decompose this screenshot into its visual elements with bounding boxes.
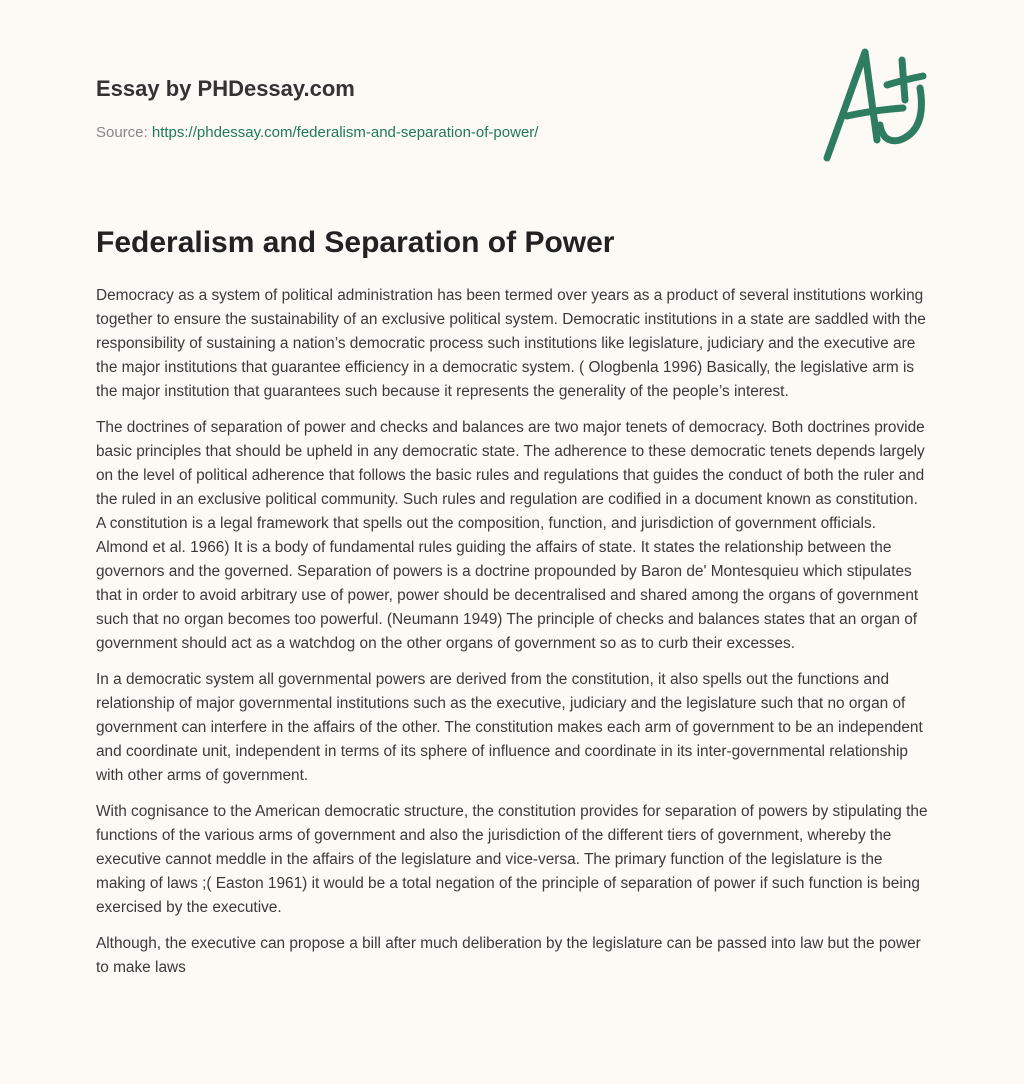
article-title: Federalism and Separation of Power (96, 226, 615, 259)
paragraph: Democracy as a system of political administration has been termed over years as a product of several institutions working together to ensure the sustainability of an exclusive political system. Democratic institutions in a state are saddled with the responsibility of sustaining a nation’s democratic process such institutions like legislature, judiciary and the executive are the major institutions that guarantee efficiency in a democratic system. ( Ologbenla 1996) Basically, the legislative arm is the major institution that guarantees such because it represents the generality of the people’s interest. (96, 287, 926, 400)
source-link[interactable]: https://phdessay.com/federalism-and-separation-of-power/ (151, 124, 539, 141)
paragraph: With cognisance to the American democratic structure, the constitution provides for separation of powers by stipulating the functions of the various arms of government and also the jurisdiction of the different tiers of government, whereby the executive cannot meddle in the affairs of the legislature and vice-versa. The primary function of the legislature is the making of laws ;( Easton 1961) it would be a total negation of the principle of separation of power if such function is being exercised by the executive. (96, 803, 928, 916)
paragraph: Although, the executive can propose a bill after much deliberation by the legislature can be passed into law but the power to make laws (96, 935, 921, 976)
paragraph: In a democratic system all governmental powers are derived from the constitution, it also spells out the functions and relationship of major governmental institutions such as the executive, judiciary and the legislature such that no organ of government can interfere in the affairs of the other. The constitution makes each arm of government to be an independent and coordinate unit, independent in terms of its sphere of influence and coordinate in its inter-governmental relationship with other arms of government. (96, 671, 923, 784)
a-plus-logo-icon (815, 40, 935, 165)
article-body (96, 284, 928, 992)
page-header (0, 0, 1024, 200)
brand-title: Essay by PHDessay.com (96, 76, 355, 101)
paragraph: The doctrines of separation of power and checks and balances are two major tenets of democracy. Both doctrines provide basic principles that should be upheld in any democratic state. The adherence to these democratic tenets depends largely on the level of political adherence that follows the basic rules and regulations that guides the conduct of both the ruler and the ruled in an exclusive political community. Such rules and regulation are codified in a document known as constitution. A constitution is a legal framework that spells out the composition, function, and jurisdiction of government officials. Almond et al. 1966) It is a body of fundamental rules guiding the affairs of state. It states the relationship between the governors and the governed. Separation of powers is a doctrine propounded by Baron de' Montesquieu which stipulates that in order to avoid arbitrary use of power, power should be decentralised and shared among the organs of government such that no organ becomes too powerful. (Neumann 1949) The principle of checks and balances states that an organ of government should act as a watchdog on the other organs of government so as to curb their excesses. (96, 419, 925, 652)
source-label: Source: (96, 124, 148, 141)
source-line (96, 124, 538, 141)
